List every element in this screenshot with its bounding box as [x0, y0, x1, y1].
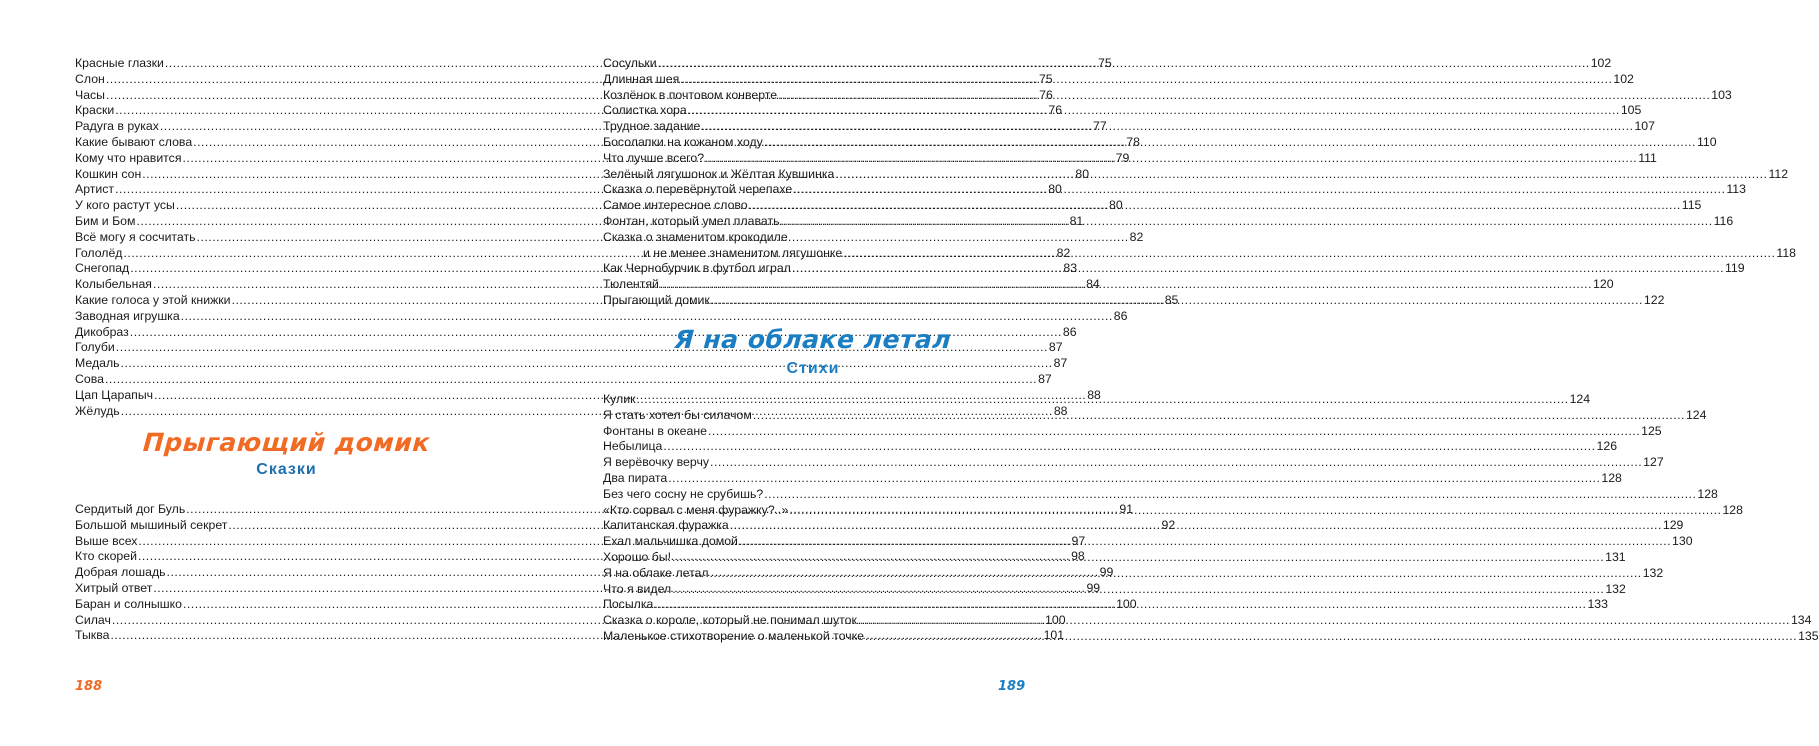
entry-title: Дикобраз — [75, 324, 129, 339]
entry-title: Сказка о перевёрнутой черепахе — [603, 182, 793, 197]
entry-title: Гололёд — [75, 245, 123, 260]
entry-title: Кошкин сон — [75, 166, 142, 181]
entry-page-number: 133 — [1587, 597, 1608, 612]
toc-entry — [603, 455, 1664, 471]
entry-title: Тыква — [75, 628, 110, 643]
entry-title: Сова — [75, 371, 104, 386]
entry-title: Радуга в руках — [75, 119, 159, 134]
dot-leader — [753, 408, 1685, 424]
entry-page-number: 87 — [1038, 371, 1052, 386]
entry-title: Фонтаны в океане — [603, 423, 707, 438]
entry-page-number: 134 — [1790, 613, 1812, 628]
dot-leader — [181, 309, 1113, 325]
dot-leader — [701, 119, 1633, 135]
entry-page-number: 97 — [1071, 533, 1086, 548]
entry-page-number: 98 — [1071, 549, 1085, 564]
entry-title: Хитрый ответ — [75, 580, 153, 595]
entry-title: Всё могу я сосчитать — [75, 229, 196, 244]
toc-entry — [603, 423, 1662, 440]
entry-title: Я на облаке летал — [603, 565, 709, 580]
entry-title: У кого растут усы — [75, 198, 175, 213]
dot-leader — [672, 550, 1604, 566]
section-heading-block — [603, 325, 1023, 378]
entry-page-number: 86 — [1113, 308, 1128, 323]
entry-page-number: 122 — [1643, 292, 1665, 307]
entry-page-number: 124 — [1685, 407, 1707, 422]
entry-title: Жёлудь — [75, 403, 120, 418]
dot-leader — [764, 135, 1696, 151]
toc-entry — [75, 308, 1128, 325]
entry-title: Посылка — [603, 597, 654, 612]
entry-page-number: 88 — [1087, 387, 1101, 402]
section-subtitle: Сказки — [256, 461, 317, 478]
entry-title: Сердитый дог Буль — [75, 502, 186, 516]
entry-title: Маленькое стихотворение о маленькой точке — [603, 628, 864, 643]
dot-leader — [672, 582, 1604, 598]
entry-page-number: 116 — [1713, 213, 1734, 228]
dot-leader — [711, 293, 1643, 309]
entry-title: «Кто сорвал с меня фуражку?..» — [603, 502, 789, 517]
entry-page-number: 86 — [1062, 324, 1077, 339]
entry-page-number: 135 — [1798, 628, 1819, 643]
entry-page-number: 105 — [1620, 103, 1642, 118]
section-subtitle: Стихи — [786, 360, 840, 377]
entry-page-number: 128 — [1601, 470, 1622, 485]
entry-title: Большой мышиный секрет — [75, 517, 228, 532]
entry-page-number: 100 — [1045, 612, 1066, 627]
dot-leader — [636, 392, 1568, 408]
entry-title: Бим и Бом — [75, 213, 136, 228]
section-heading-block — [75, 428, 498, 479]
entry-title: Небылица — [603, 439, 663, 454]
entry-page-number: 111 — [1638, 150, 1657, 165]
entry-page-number: 128 — [1697, 486, 1718, 501]
entry-title: Я стать хотел бы силачом — [603, 407, 752, 422]
entry-page-number: 76 — [1048, 103, 1063, 118]
entry-title: Ехал мальчишка домой — [603, 534, 738, 549]
dot-leader — [764, 487, 1696, 503]
entry-page-number: 85 — [1164, 292, 1179, 307]
entry-title: Заводная игрушка — [75, 308, 180, 323]
entry-title: Артист — [75, 182, 115, 197]
dot-leader — [680, 72, 1612, 88]
entry-page-number: 103 — [1711, 87, 1732, 102]
entry-title: Что лучше всего? — [603, 150, 705, 165]
dot-leader — [749, 198, 1681, 214]
dot-leader — [705, 151, 1637, 167]
dot-leader — [663, 439, 1595, 455]
dot-leader — [710, 566, 1642, 582]
entry-title: Длинная шея — [603, 71, 680, 86]
entry-title: Сосульки — [603, 56, 657, 70]
dot-leader — [843, 246, 1775, 262]
entry-page-number: 107 — [1634, 119, 1655, 134]
entry-page-number: 113 — [1726, 182, 1746, 197]
entry-title: Какие бывают слова — [75, 134, 193, 149]
entry-title: Добрая лошадь — [75, 565, 166, 580]
entry-title: Слон — [75, 71, 105, 86]
entry-title: Кулик — [603, 392, 636, 406]
entry-page-number: 81 — [1069, 213, 1084, 228]
entry-title: Капитанская фуражка — [603, 518, 729, 533]
entry-title: Силач — [75, 612, 111, 627]
dot-leader — [835, 167, 1767, 183]
entry-title: Без чего сосну не срубишь? — [603, 486, 764, 501]
entry-page-number: 128 — [1722, 502, 1743, 517]
entry-page-number: 132 — [1605, 581, 1626, 596]
entry-title: Босолапки на кожаном ходу — [603, 134, 763, 149]
entry-page-number: 100 — [1116, 596, 1137, 611]
dot-leader — [793, 182, 1725, 198]
entry-page-number: 75 — [1097, 56, 1112, 70]
toc-entry — [603, 486, 1718, 503]
entry-title: Сказка о знаменитом крокодиле — [603, 229, 788, 244]
section-title: Я на облаке летал — [673, 325, 953, 354]
entry-page-number: 119 — [1724, 261, 1745, 276]
entry-title: Краски — [75, 103, 115, 118]
dot-leader — [710, 455, 1642, 471]
entry-page-number: 82 — [1129, 229, 1144, 244]
dot-leader — [780, 214, 1712, 230]
entry-page-number: 99 — [1086, 580, 1101, 595]
entry-page-number: 87 — [1048, 340, 1063, 355]
entry-title: Солистка хора — [603, 103, 687, 118]
dot-leader — [739, 534, 1671, 550]
entry-title: Как Чернобурчик в футбол играл — [603, 261, 791, 276]
dot-leader — [778, 88, 1710, 104]
entry-page-number: 80 — [1048, 182, 1062, 197]
entry-title: Какие голоса у этой книжки — [75, 292, 231, 307]
entry-page-number: 91 — [1119, 502, 1134, 516]
section-title: Прыгающий домик — [142, 428, 431, 457]
entry-title: Тюлентяй — [603, 277, 659, 292]
entry-page-number: 84 — [1086, 277, 1100, 292]
entry-title: Кто скорей — [75, 549, 137, 564]
entry-title: Выше всех — [75, 533, 138, 548]
toc-entry — [75, 371, 1052, 388]
entry-page-number: 88 — [1053, 403, 1068, 418]
entry-title: Хорошо бы! — [603, 549, 671, 564]
dot-leader — [660, 277, 1592, 293]
entry-page-number: 101 — [1043, 628, 1065, 643]
entry-title: Козлёнок в почтовом конверте — [603, 87, 778, 102]
entry-title: Часы — [75, 87, 106, 102]
entry-page-number: 120 — [1593, 277, 1614, 292]
entry-title: Медаль — [75, 356, 120, 371]
entry-page-number: 83 — [1063, 261, 1078, 276]
entry-title: Баран и солнышко — [75, 596, 182, 611]
entry-title: Голуби — [75, 340, 115, 355]
entry-page-number: 78 — [1126, 134, 1140, 149]
entry-title: Два пирата — [603, 470, 668, 485]
entry-page-number: 131 — [1605, 549, 1626, 564]
entry-title: Цап Царапыч — [75, 387, 154, 402]
dot-leader — [865, 629, 1797, 645]
entry-title: Трудное задание — [603, 119, 701, 134]
entry-page-number: 112 — [1768, 166, 1789, 181]
entry-page-number: 75 — [1038, 71, 1053, 86]
entry-page-number: 132 — [1642, 565, 1664, 580]
dot-leader — [730, 518, 1662, 534]
entry-title: и не менее знаменитом лягушонке — [643, 245, 843, 260]
dot-leader — [658, 56, 1590, 72]
toc-entry — [603, 470, 1622, 487]
entry-page-number: 76 — [1039, 87, 1053, 102]
entry-title: Кому что нравится — [75, 150, 182, 165]
toc-entry — [603, 439, 1618, 455]
dot-leader — [858, 613, 1790, 629]
dot-leader — [708, 424, 1640, 440]
entry-title: Зелёный лягушонок и Жёлтая Кувшинка — [603, 166, 835, 181]
entry-page-number: 130 — [1672, 534, 1693, 549]
entry-page-number: 87 — [1053, 356, 1068, 371]
entry-page-number: 110 — [1696, 134, 1717, 149]
entry-title: Прыгающий домик — [603, 292, 710, 307]
entry-page-number: 82 — [1056, 245, 1071, 260]
entry-title: Колыбельная — [75, 277, 152, 292]
entry-page-number: 79 — [1115, 150, 1130, 165]
dot-leader — [654, 597, 1586, 613]
entry-page-number: 115 — [1681, 198, 1702, 213]
entry-title: Я верёвочку верчу — [603, 455, 710, 470]
toc-entry — [603, 230, 1023, 246]
entry-page-number: 92 — [1161, 517, 1176, 532]
dot-leader — [792, 261, 1724, 277]
dot-leader — [789, 503, 1721, 519]
page-number-right: 189 — [998, 679, 1026, 694]
dot-leader — [668, 471, 1600, 487]
entry-page-number: 80 — [1108, 198, 1123, 213]
dot-leader — [688, 103, 1620, 119]
entry-page-number: 99 — [1099, 565, 1114, 580]
entry-page-number: 124 — [1569, 392, 1591, 406]
page-number-left: 188 — [75, 679, 103, 694]
entry-title: Красные глазки — [75, 56, 164, 70]
entry-title: Самое интересное слово — [603, 198, 748, 213]
entry-page-number: 127 — [1643, 455, 1664, 470]
entry-page-number: 129 — [1662, 518, 1684, 533]
entry-page-number: 102 — [1613, 71, 1634, 86]
entry-title: Снегопад — [75, 261, 130, 276]
toc-entry — [75, 340, 1063, 356]
entry-title: Сказка о короле, который не понимал шуток — [603, 613, 857, 628]
entry-page-number: 80 — [1075, 166, 1090, 181]
entry-page-number: 102 — [1590, 56, 1612, 70]
entry-title: Что я видел — [603, 581, 672, 596]
entry-page-number: 77 — [1093, 119, 1107, 134]
entry-page-number: 125 — [1641, 423, 1662, 438]
entry-title: Фонтан, который умел плавать — [603, 213, 780, 228]
entry-page-number: 126 — [1596, 439, 1618, 454]
entry-page-number: 118 — [1776, 245, 1796, 260]
